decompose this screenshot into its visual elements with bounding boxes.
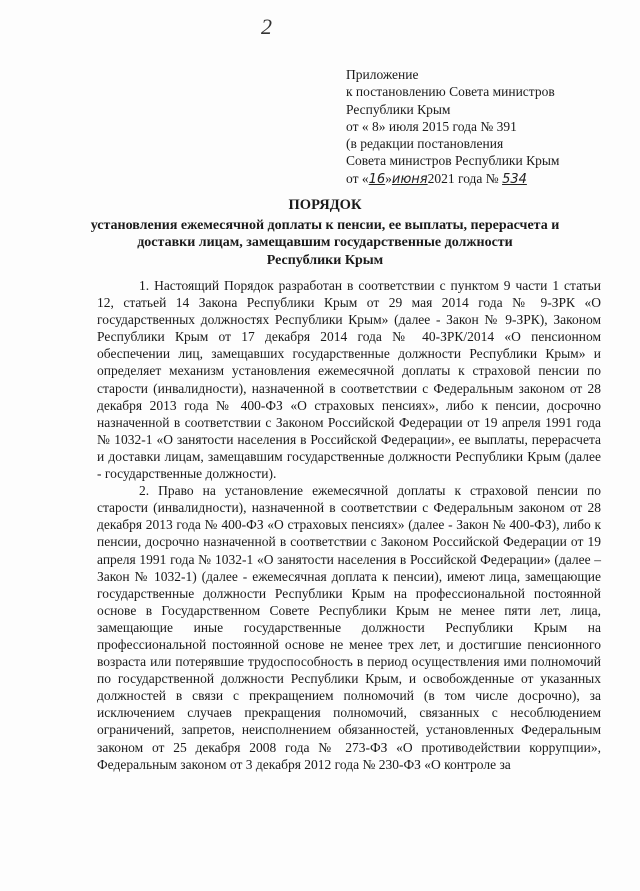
- appendix-line: от « 8» июля 2015 года № 391: [346, 118, 517, 134]
- handwritten-number: 534: [502, 171, 527, 187]
- title-line: доставки лицам, замещавшим государственные должности: [137, 235, 513, 250]
- appendix-line: Совета министров Республики Крым: [346, 153, 560, 169]
- title-line: Республики Крым: [266, 252, 384, 268]
- paragraph-1: 1. Настоящий Порядок разработан в соответствии с пунктом 9 части 1 статьи 12, статьей 14 Закона Республики Крым от 29 мая 2014 года № 9-ЗРК «О государственных должностях Республики Крым» (далее - Закон № 9-ЗРК), Законом Республики Крым от 17 декабря 2014 года № 40-ЗРК/2014 «О пенсионном обеспечении лиц, замещавших государственные должности Республики Крым» и определяет механизм установления ежемесячной доплаты к страховой пенсии по старости (инвалидности), назначенной в соответствии с Федеральным законом от 28 декабря 2013 года № 400-ФЗ «О страховых пенсиях», либо к пенсии, досрочно назначенной в соответствии с Законом Российской Федерации от 19 апреля 1991 года № 1032-1 «О занятости населения в Российской Федерации», ее выплаты, перерасчета и доставки лицам, замещавшим государственные должности Республики Крым (далее - государственные должности).: [97, 278, 601, 482]
- appendix-date-prefix: от «: [346, 170, 369, 186]
- document-title: [40, 197, 610, 269]
- appendix-header: [346, 66, 616, 188]
- page-number: 2: [261, 14, 272, 39]
- appendix-line: Республики Крым: [346, 101, 451, 117]
- title-line: установления ежемесячной доплаты к пенсии, ее выплаты, перерасчета и: [90, 217, 560, 233]
- appendix-date-mid: »: [385, 170, 392, 186]
- paragraph-2: 2. Право на установление ежемесячной доплаты к страховой пенсии по старости (инвалидности), назначенной в соответствии с Федеральным законом от 28 декабря 2013 года № 400-ФЗ «О страховых пенсиях» (далее - Закон № 400-ФЗ), либо к пенсии, досрочно назначенной в соответствии с Законом Российской Федерации от 19 апреля 1991 года № 1032-1 «О занятости населения в Российской Федерации» (далее – Закон № 1032-1) (далее - ежемесячная доплата к пенсии), имеют лица, замещающие государственные должности Республики Крым на профессиональной постоянной основе в Государственном Совете Республики Крым не менее пяти лет, лица, замещающие иные государственные должности Республики Крым на профессиональной постоянной основе не менее трех лет, и достигшие пенсионного возраста или потерявшие трудоспособность в период осуществления ими полномочий по государственной должности Республики Крым, и освобожденные от указанных должностей в связи с прекращением полномочий (в том числе досрочно), за исключением случаев прекращения полномочий, связанных с несоблюдением ограничений, запретов, неисполнением обязанностей, установленных Федеральным законом от 25 декабря 2008 года № 273-ФЗ «О противодействии коррупции», Федеральным законом от 3 декабря 2012 года № 230-ФЗ «О контроле за: [97, 483, 601, 772]
- handwritten-day: 16: [368, 171, 386, 187]
- appendix-line: (в редакции постановления: [346, 136, 504, 152]
- appendix-date-line: [346, 170, 616, 188]
- appendix-line: к постановлению Совета министров: [346, 84, 555, 100]
- title-main: ПОРЯДОК: [288, 197, 362, 213]
- appendix-line: Приложение: [346, 67, 419, 82]
- document-body: [97, 277, 601, 773]
- appendix-date-year: 2021 года №: [427, 170, 499, 186]
- handwritten-month: июня: [391, 171, 428, 187]
